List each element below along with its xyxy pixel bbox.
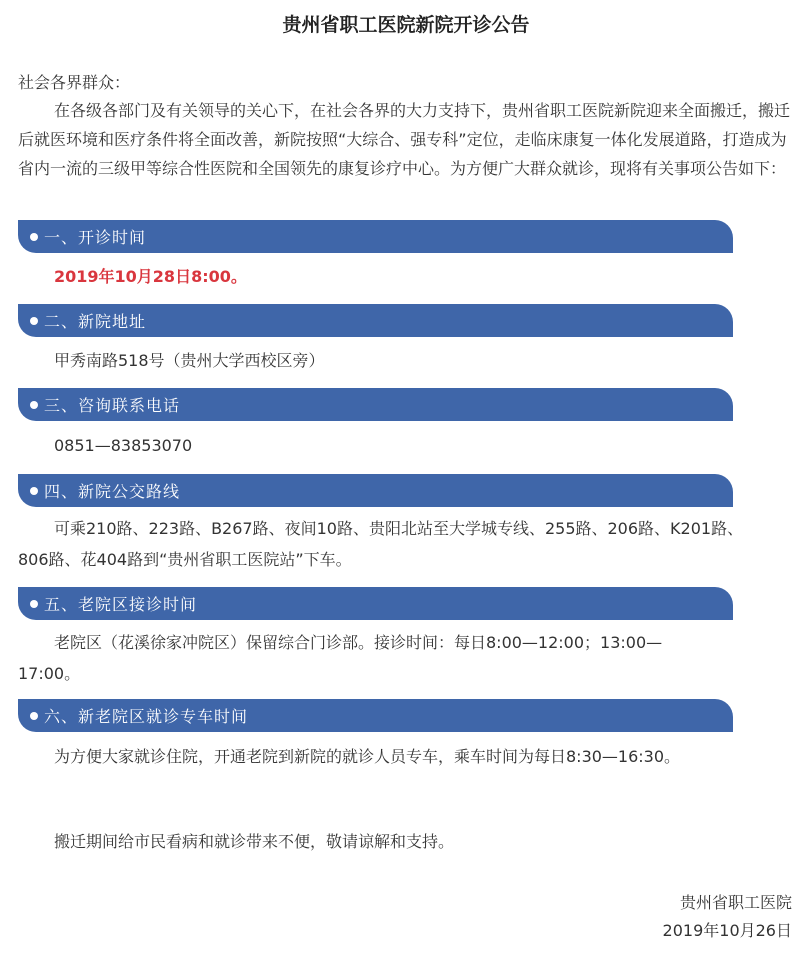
section-bar-old-campus — [18, 587, 733, 620]
salutation: 社会各界群众： — [18, 73, 131, 92]
section-heading: 一、开诊时间 — [44, 228, 147, 247]
bus-routes-line-2: 806路、花404路到“贵州省职工医院站”下车。 — [18, 550, 352, 569]
section-bar-address — [18, 304, 733, 337]
section-heading: 四、新院公交路线 — [44, 482, 181, 501]
bullet-icon — [30, 233, 38, 241]
closing-text: 搬迁期间给市民看病和就诊带来不便，敬请谅解和支持。 — [54, 832, 455, 851]
section-heading: 五、老院区接诊时间 — [44, 595, 198, 614]
bullet-icon — [30, 401, 38, 409]
intro-paragraph: 在各级各部门及有关领导的关心下，在社会各界的大力支持下，贵州省职工医院新院迎来全面搬迁，搬迁后就医环境和医疗条件将全面改善，新院按照“大综合、强专科”定位，走临床康复一体化发展道路，打造成为省内一流的三级甲等综合性医院和全国领先的康复诊疗中心。为方便广大群众就诊，现将有关事项公告如下： — [18, 101, 791, 178]
bullet-icon — [30, 317, 38, 325]
section-heading: 三、咨询联系电话 — [44, 396, 181, 415]
bus-routes-line-1: 可乘210路、223路、B267路、夜间10路、贵阳北站至大学城专线、255路、206路、K201路、 — [54, 519, 744, 538]
section-bar-phone — [18, 388, 733, 421]
page-title: 贵州省职工医院新院开诊公告 — [282, 14, 530, 36]
phone-text: 0851—83853070 — [54, 436, 193, 455]
section-heading: 六、新老院区就诊专车时间 — [44, 707, 249, 726]
signature-org: 贵州省职工医院 — [679, 893, 792, 912]
section-bar-opening-time — [18, 220, 733, 253]
address-text: 甲秀南路518号（贵州大学西校区旁） — [54, 351, 325, 370]
bullet-icon — [30, 487, 38, 495]
bullet-icon — [30, 600, 38, 608]
section-heading: 二、新院地址 — [44, 312, 147, 331]
old-campus-line-2: 17:00。 — [18, 664, 81, 683]
section-bar-bus-routes — [18, 474, 733, 507]
bullet-icon — [30, 712, 38, 720]
opening-time-text: 2019年10月28日8:00。 — [54, 267, 247, 286]
old-campus-line-1: 老院区（花溪徐家冲院区）保留综合门诊部。接诊时间：每日8:00—12:00；13:00— — [54, 633, 663, 652]
section-bar-shuttle — [18, 699, 733, 732]
shuttle-text: 为方便大家就诊住院，开通老院到新院的就诊人员专车，乘车时间为每日8:30—16:30。 — [54, 747, 681, 766]
signature-date: 2019年10月26日 — [662, 921, 792, 940]
